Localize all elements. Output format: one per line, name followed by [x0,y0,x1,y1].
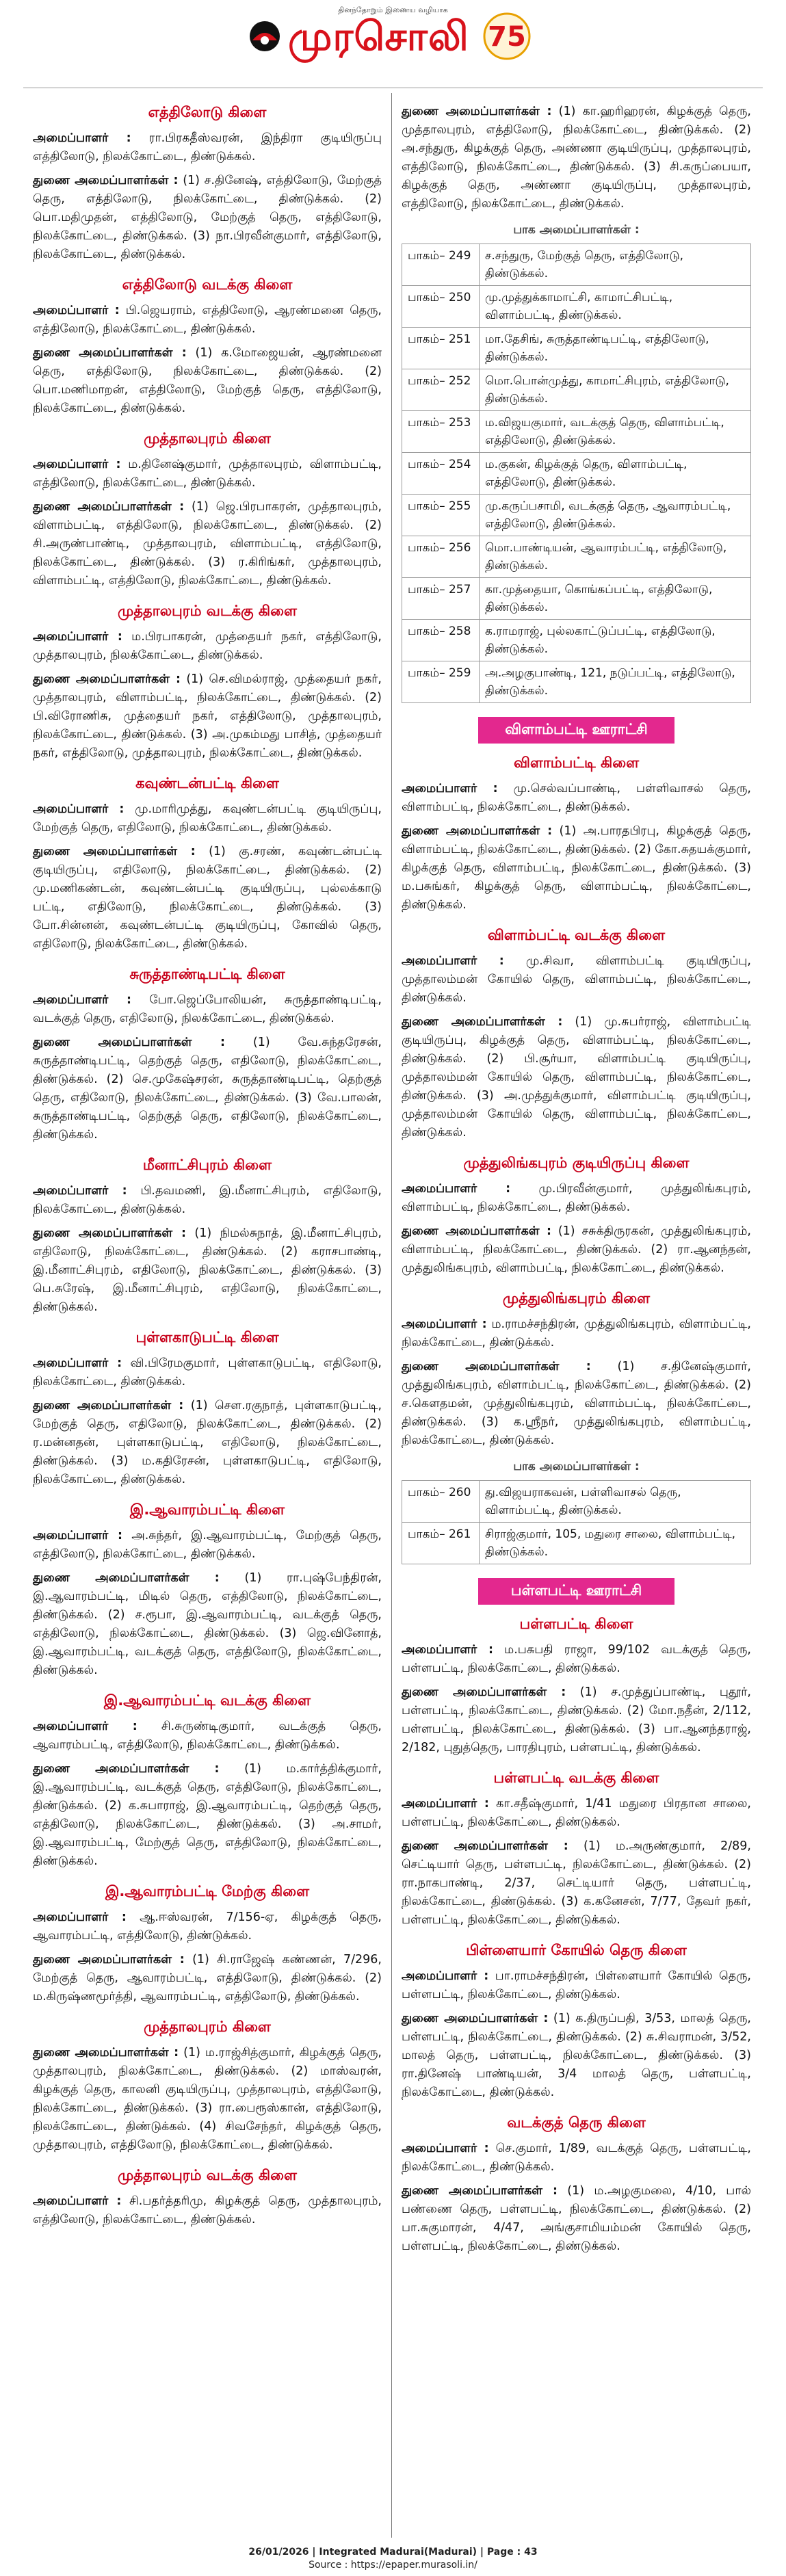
section-title: கவுண்டன்பட்டி கிளை [135,775,279,791]
part-organizer: ம.குகன், கிழக்குத் தெரு, விளாம்பட்டி, எத்திலோடு, திண்டுக்கல். [480,453,751,495]
role-label: துணை அமைப்பாளர்கள் : [33,1399,184,1412]
anniversary-75-badge [476,12,538,60]
parts-row [402,411,751,453]
member-paragraph [33,2044,382,2155]
member-paragraph [33,1397,382,1489]
section-title: முத்தாலபுரம் வடக்கு கிளை [118,603,297,619]
member-text: ம.தினேஷ்குமார், முத்தாலபுரம், விளாம்பட்டி, எத்திலோடு, நிலக்கோட்டை, திண்டுக்கல். [33,458,382,490]
role-label: துணை அமைப்பாளர்கள் : [33,346,187,360]
part-number: பாகம்– 256 [402,536,480,578]
role-label: அமைப்பாளர் : [402,1797,489,1811]
role-label: அமைப்பாளர் : [402,954,504,968]
role-label: துணை அமைப்பாளர்கள் : [33,500,185,514]
member-paragraph [33,172,382,264]
parts-heading: பாக அமைப்பாளர்கள் : [513,223,640,237]
section-title: வடக்குத் தெரு கிளை [507,2114,646,2131]
member-text: (1) ம.அருண்குமார், 2/89, செட்டியார் தெரு, பள்ளபட்டி, நிலக்கோட்டை, திண்டுக்கல். (2) ரா.நாகபாண்டி, 2/37, செட்டியார் தெரு, பள்ளபட்டி, நிலக்கோட்டை, திண்டுக்கல். (3) க.கனேசன், 7/77, தேவர் நகர், பள்ளபட்டி, நிலக்கோட்டை, திண்டுக்கல். [402,1839,751,1927]
member-text: (1) ம.ராஜ்சித்குமார், கிழக்குத் தெரு, முத்தாலபுரம், நிலக்கோட்டை, திண்டுக்கல். (2) மாஸ்வரன், கிழக்குத் தெரு, காலனி குடியிருப்பு, முத்தாலபுரம், எத்திலோடு, நிலக்கோட்டை, திண்டுக்கல். (3) ரா.பைரூஸ்கான், எத்திலோடு, நிலக்கோட்டை, திண்டுக்கல். (4) சிவசேந்தர், கிழக்குத் தெரு, முத்தாலபுரம், எத்திலோடு, நிலக்கோட்டை, திண்டுக்கல். [33,2046,382,2152]
section-title: முத்துலிங்கபுரம் கிளை [502,1290,651,1306]
part-number: பாகம்– 252 [402,369,480,411]
role-label: துணை அமைப்பாளர்கள் : [402,1224,551,1238]
member-text: (1) க.திருப்பதி, 3/53, மாலத் தெரு, பள்ளபட்டி, நிலக்கோட்டை, திண்டுக்கல். (2) சு.சிவராமன், 3/52, மாலத் தெரு, பள்ளபட்டி, நிலக்கோட்டை, திண்டுக்கல். (3) ரா.தினேஷ் பாண்டியன், 3/4 மாலத் தெரு, பள்ளபட்டி, நிலக்கோட்டை, திண்டுக்கல். [402,2012,751,2099]
member-text: (1) செ.விமல்ராஜ், முத்தையர் நகர், முத்தாலபுரம், விளாம்பட்டி, நிலக்கோட்டை, திண்டுக்கல். (2) பி.விரோணிசு, முத்தையர் நகர், எத்திலோடு, முத்தாலபுரம், நிலக்கோட்டை, திண்டுக்கல். (3) அ.முகம்மது பாசித், முத்தையர் நகர், எத்திலோடு, முத்தாலபுரம், நிலக்கோட்டை, திண்டுக்கல். [33,672,382,760]
parts-heading: பாக அமைப்பாளர்கள் : [513,1460,640,1473]
section-title: முத்தாலபுரம் கிளை [144,430,271,447]
member-text: (1) மு.சுபர்ராஜ், விளாம்பட்டி குடியிருப்பு, கிழக்குத் தெரு, விளாம்பட்டி, நிலக்கோட்டை, திண்டுக்கல். (2) பி.சூர்யா, விளாம்பட்டி குடியிருப்பு, முத்தாலம்மன் கோயில் தெரு, விளாம்பட்டி, நிலக்கோட்டை, திண்டுக்கல். (3) அ.முத்துக்குமார், விளாம்பட்டி குடியிருப்பு, முத்தாலம்மன் கோயில் தெரு, விளாம்பட்டி, நிலக்கோட்டை, திண்டுக்கல். [402,1015,752,1140]
role-label: துணை அமைப்பாளர்கள் : [402,105,552,118]
member-paragraph [402,780,751,817]
role-label: அமைப்பாளர் : [33,1529,122,1542]
pallapatti-panchayat-block [402,1578,751,2256]
part-number: பாகம்– 254 [402,453,480,495]
section-title: விளாம்பட்டி கிளை [513,754,640,771]
part-number: பாகம்– 257 [402,578,480,620]
masthead-tagline: தினந்தோறும் இணைய வழியாக [338,5,448,14]
part-number: பாகம்– 260 [402,1481,480,1523]
member-text: மு.சிவா, விளாம்பட்டி குடியிருப்பு, முத்தாலம்மன் கோயில் தெரு, விளாம்பட்டி, நிலக்கோட்டை, திண்டுக்கல். [402,954,751,1005]
member-text: ம.பிரபாகரன், முத்தையர் நகர், எத்திலோடு, முத்தாலபுரம், நிலக்கோட்டை, திண்டுக்கல். [33,630,382,662]
member-paragraph [402,1180,751,1217]
part-organizer: சிராஜ்குமார், 105, மதுரை சாலை, விளாம்பட்டி, திண்டுக்கல். [480,1523,751,1564]
member-paragraph [402,2010,751,2102]
section-title: சுருத்தாண்டிபட்டி கிளை [129,966,285,982]
member-text: மு.பிரவீன்குமார், முத்துலிங்கபுரம், விளாம்பட்டி, நிலக்கோட்டை, திண்டுக்கல். [402,1182,751,1214]
role-label: அமைப்பாளர் : [402,782,498,796]
member-text: (1) ச.தினேஷ், எத்திலோடு, மேற்குத் தெரு, எத்திலோடு, நிலக்கோட்டை, திண்டுக்கல். (2) பொ.மதிமுதன், எத்திலோடு, மேற்குத் தெரு, எத்திலோடு, நிலக்கோட்டை, திண்டுக்கல். (3) நா.பிரவீன்குமார், எத்திலோடு, நிலக்கோட்டை, திண்டுக்கல். [33,174,382,261]
role-label: துணை அமைப்பாளர்கள் : [33,2046,179,2060]
member-paragraph [33,628,382,665]
role-label: அமைப்பாளர் : [33,993,131,1007]
parts-row [402,369,751,411]
part-number: பாகம்– 258 [402,620,480,661]
member-paragraph [33,1034,382,1144]
section-title: இ.ஆவாரம்பட்டி வடக்கு கிளை [103,1692,311,1709]
member-paragraph [33,1951,382,2006]
section-title: எத்திலோடு கிளை [148,104,267,120]
role-label: அமைப்பாளர் : [402,1969,489,1983]
role-label: துணை அமைப்பாளர்கள் : [402,2012,549,2025]
role-label: துணை அமைப்பாளர்கள் : [33,1571,220,1585]
parts-row [402,328,751,369]
anniversary-number: 75 [488,21,526,53]
footer-source: Source : https://epaper.murasoli.in/ [309,2560,477,2571]
member-text: வி.பிரேமகுமார், புள்ளகாடுபட்டி, எதிலோடு, நிலக்கோட்டை, திண்டுக்கல். [33,1356,382,1389]
role-label: துணை அமைப்பாளர்கள் : [402,824,553,838]
member-text: (1) ச.முத்துப்பாண்டி, புதூர், பள்ளபட்டி, நிலக்கோட்டை, திண்டுக்கல். (2) மோ.நதீன், 2/112, பள்ளபட்டி, நிலக்கோட்டை, திண்டுக்கல். (3) பா.ஆனந்தராஜ், 2/182, புதுத்தெரு, பாரதிபுரம், பள்ளபட்டி, திண்டுக்கல். [402,1685,751,1754]
section-title: இ.ஆவாரம்பட்டி மேற்கு கிளை [105,1883,310,1900]
role-label: துணை அமைப்பாளர்கள் : [33,672,181,686]
member-text: ஆ.ஈஸ்வரன், 7/156-ஏ, கிழக்குத் தெரு, ஆவாரம்பட்டி, எத்திலோடு, திண்டுக்கல். [33,1910,382,1943]
member-paragraph [33,2192,382,2229]
section-title: எத்திலோடு வடக்கு கிளை [122,276,293,293]
member-paragraph [33,1718,382,1754]
parts-row [402,620,751,661]
member-text: ம.ராமச்சந்திரன், முத்துலிங்கபுரம், விளாம்பட்டி, நிலக்கோட்டை, திண்டுக்கல். [402,1317,751,1350]
role-label: அமைப்பாளர் : [33,802,125,816]
member-paragraph [402,952,751,1008]
member-text: (1) ச.தினேஷ்குமார், முத்துலிங்கபுரம், விளாம்பட்டி, நிலக்கோட்டை, திண்டுக்கல். (2) ச.கௌதமன், முத்துலிங்கபுரம், விளாம்பட்டி, நிலக்கோட்டை, திண்டுக்கல். (3) க.ஸ்ரீநர், முத்துலிங்கபுரம், விளாம்பட்டி, நிலக்கோட்டை, திண்டுக்கல். [402,1360,751,1447]
member-text: (1) ம.கார்த்திக்குமார், இ.ஆவாரம்பட்டி, வடக்குத் தெரு, எத்திலோடு, நிலக்கோட்டை, திண்டுக்கல். (2) க.சுபாராஜ், இ.ஆவாரம்பட்டி, தெற்குத் தெரு, எத்திலோடு, நிலக்கோட்டை, திண்டுக்கல். (3) அ.சாமர், இ.ஆவாரம்பட்டி, மேற்குத் தெரு, எத்திலோடு, நிலக்கோட்டை, திண்டுக்கல். [33,1762,382,1868]
panchayat-banner: விளாம்பட்டி ஊராட்சி [478,717,674,744]
section-title: மீனாட்சிபுரம் கிளை [142,1157,272,1173]
role-label: துணை அமைப்பாளர்கள் : [402,1839,568,1853]
role-label: துணை அமைப்பாளர்கள் : [402,1015,563,1029]
page-footer [0,2546,786,2572]
section-title: முத்தாலபுரம் வடக்கு கிளை [118,2167,297,2183]
part-organizer: ம.விஜயகுமார், வடக்குத் தெரு, விளாம்பட்டி, எத்திலோடு, திண்டுக்கல். [480,411,751,453]
member-text: (1) சசுக்திருரகன், முத்துலிங்கபுரம், விளாம்பட்டி, நிலக்கோட்டை, திண்டுக்கல். (2) ரா.ஆனந்தன், முத்துலிங்கபுரம், விளாம்பட்டி, நிலக்கோட்டை, திண்டுக்கல். [402,1224,751,1275]
section-title: பிள்ளையார் கோயில் தெரு கிளை [466,1942,687,1958]
section-title: முத்துலிங்கபுரம் குடியிருப்பு கிளை [463,1155,690,1171]
section-title: பள்ளபட்டி வடக்கு கிளை [493,1770,659,1786]
member-paragraph [33,1527,382,1564]
role-label: அமைப்பாளர் : [33,1910,127,1924]
member-text: சி.பதர்த்தரிமு, கிழக்குத் தெரு, முத்தாலபுரம், எத்திலோடு, நிலக்கோட்டை, திண்டுக்கல். [33,2194,382,2226]
part-number: பாகம்– 250 [402,286,480,328]
role-label: துணை அமைப்பாளர்கள் : [33,1036,225,1049]
member-text: (1) வே.சுந்தரேசன், சுருத்தாண்டிபட்டி, தெற்குத் தெரு, எதிலோடு, நிலக்கோட்டை, திண்டுக்கல். (2) செ.முகேஷ்சரன், சுருத்தாண்டிபட்டி, தெற்குத் தெரு, எதிலோடு, நிலக்கோட்டை, திண்டுக்கல். (3) வே.பாலன், சுருத்தாண்டிபட்டி, தெற்குத் தெரு, எதிலோடு, நிலக்கோட்டை, திண்டுக்கல். [33,1036,382,1142]
part-number: பாகம்– 249 [402,244,480,286]
part-number: பாகம்– 261 [402,1523,480,1564]
member-text: மு.மாரிமுத்து, கவுண்டன்பட்டி குடியிருப்பு, மேற்குத் தெரு, எதிலோடு, நிலக்கோட்டை, திண்டுக்கல். [33,802,382,834]
member-paragraph [402,1683,751,1757]
role-label: அமைப்பாளர் : [402,2142,489,2155]
member-text: பி.ஜெயராம், எத்திலோடு, ஆரண்மனை தெரு, எத்திலோடு, நிலக்கோட்டை, திண்டுக்கல். [33,304,382,336]
footer-edition-info: 26/01/2026 | Integrated Madurai(Madurai) | Page : 43 [248,2547,538,2558]
role-label: அமைப்பாளர் : [33,304,120,317]
member-text: பா.ராமச்சந்திரன், பிள்ளையார் கோயில் தெரு, பள்ளபட்டி, நிலக்கோட்டை, திண்டுக்கல். [402,1969,751,2001]
section-title: பள்ளபட்டி கிளை [519,1616,633,1632]
member-paragraph [402,1795,751,1832]
member-paragraph [402,1013,751,1142]
member-paragraph [33,1908,382,1945]
member-paragraph [33,1354,382,1391]
parts-table [402,244,751,703]
member-paragraph [33,1224,382,1317]
role-label: அமைப்பாளர் : [402,1182,511,1196]
role-label: அமைப்பாளர் : [33,1356,122,1370]
parts-row [402,1523,751,1564]
role-label: துணை அமைப்பாளர்கள் : [33,845,196,858]
member-paragraph [402,1967,751,2004]
newspaper-title: முரசொலி [288,13,469,60]
role-label: துணை அமைப்பாளர்கள் : [402,1685,566,1699]
member-paragraph [33,344,382,418]
role-label: துணை அமைப்பாளர்கள் : [33,1226,187,1240]
section-title: இ.ஆவாரம்பட்டி கிளை [129,1501,285,1518]
member-text: (1) ஜெ.பிரபாகரன், முத்தாலபுரம், விளாம்பட்டி, எத்திலோடு, நிலக்கோட்டை, திண்டுக்கல். (2) சி.அருண்பாண்டி, முத்தாலபுரம், விளாம்பட்டி, எத்திலோடு, நிலக்கோட்டை, திண்டுக்கல். (3) ர.கிரிங்கர், முத்தாலபுரம், விளாம்பட்டி, எத்திலோடு, நிலக்கோட்டை, திண்டுக்கல். [33,500,382,588]
member-paragraph [33,1569,382,1680]
member-text: போ.ஜெப்போலியன், சுருத்தாண்டிபட்டி, வடக்குத் தெரு, எதிலோடு, நிலக்கோட்டை, திண்டுக்கல். [33,993,382,1025]
parts-row [402,578,751,620]
right-column [392,93,761,2538]
part-organizer: கா.முத்தையா, கொங்கப்பட்டி, எத்திலோடு, திண்டுக்கல். [480,578,751,620]
role-label: அமைப்பாளர் : [33,630,122,644]
role-label: துணை அமைப்பாளர்கள் : [33,174,179,187]
member-text: செ.குமார், 1/89, வடக்குத் தெரு, பள்ளபட்டி, நிலக்கோட்டை, திண்டுக்கல். [402,2142,751,2174]
part-organizer: மொ.பொன்முத்து, காமாட்சிபுரம், எத்திலோடு, திண்டுக்கல். [480,369,751,411]
parts-row [402,661,751,703]
role-label: துணை அமைப்பாளர்கள் : [402,2184,558,2198]
member-paragraph [402,103,751,213]
member-text: ரா.பிரகதீஸ்வரன், இந்திரா குடியிருப்பு எத்திலோடு, நிலக்கோட்டை, திண்டுக்கல். [33,131,382,163]
member-paragraph [33,456,382,492]
member-text: (1) க.மோஜையன், ஆரண்மனை தெரு, எத்திலோடு, நிலக்கோட்டை, திண்டுக்கல். (2) பொ.மணிமாறன், எத்திலோடு, மேற்குத் தெரு, எத்திலோடு, நிலக்கோட்டை, திண்டுக்கல். [33,346,382,415]
right-top-block [402,103,751,703]
member-text: கா.சதீஷ்குமார், 1/41 மதுரை பிரதான சாலை, பள்ளபட்டி, நிலக்கோட்டை, திண்டுக்கல். [402,1797,751,1829]
parts-row [402,495,751,536]
member-text: (1) நிமல்சுநாத், இ.மீனாட்சிபுரம், எதிலோடு, நிலக்கோட்டை, திண்டுக்கல். (2) கராசபாண்டி, இ.மீனாட்சிபுரம், எதிலோடு, நிலக்கோட்டை, திண்டுக்கல். (3) பெ.சுரேஷ், இ.மீனாட்சிபுரம், எதிலோடு, நிலக்கோட்டை, திண்டுக்கல். [33,1226,382,1314]
part-number: பாகம்– 253 [402,411,480,453]
member-text: (1) ரா.புஷ்பேந்திரன், இ.ஆவாரம்பட்டி, மிடில் தெரு, எத்திலோடு, நிலக்கோட்டை, திண்டுக்கல். (2) ச.ரூபா, இ.ஆவாரம்பட்டி, வடக்குத் தெரு, எத்திலோடு, நிலக்கோட்டை, திண்டுக்கல். (3) ஜெ.வினோத், இ.ஆவாரம்பட்டி, வடக்குத் தெரு, எத்திலோடு, நிலக்கோட்டை, திண்டுக்கல். [33,1571,382,1677]
parts-row [402,244,751,286]
part-number: பாகம்– 255 [402,495,480,536]
member-paragraph [402,1358,751,1450]
member-text: (1) சி.ராஜேஷ் கண்ணன், 7/296, மேற்குத் தெரு, ஆவாரம்பட்டி, எத்திலோடு, திண்டுக்கல். (2) ம.கிருஷ்ணமூர்த்தி, ஆவாரம்பட்டி, எத்திலோடு, திண்டுக்கல். [33,1953,382,2003]
role-label: அமைப்பாளர் : [33,458,121,471]
parts-table [402,1480,751,1564]
part-organizer: மொ.பாண்டியன், ஆவாரம்பட்டி, எத்திலோடு, திண்டுக்கல். [480,536,751,578]
section-title: முத்தாலபுரம் கிளை [144,2019,271,2035]
part-number: பாகம்– 251 [402,328,480,369]
part-organizer: க.ராமராஜ், புல்லகாட்டுப்பட்டி, எத்திலோடு, திண்டுக்கல். [480,620,751,661]
part-organizer: அ.அழகுபாண்டி, 121, நடுப்பட்டி, எத்திலோடு, திண்டுக்கல். [480,661,751,703]
parts-row [402,453,751,495]
rising-sun-emblem-icon [248,20,281,53]
member-paragraph [33,498,382,590]
member-text: சி.சுருண்டிகுமார், வடக்குத் தெரு, ஆவாரம்பட்டி, எத்திலோடு, நிலக்கோட்டை, திண்டுக்கல். [33,1720,382,1752]
member-paragraph [402,1641,751,1678]
part-organizer: மு.கருப்பசாமி, வடக்குத் தெரு, ஆவாரம்பட்டி, எத்திலோடு, திண்டுக்கல். [480,495,751,536]
role-label: துணை அமைப்பாளர்கள் : [33,1762,220,1776]
member-paragraph [402,2182,751,2256]
member-paragraph [33,1182,382,1219]
member-paragraph [33,129,382,166]
role-label: அமைப்பாளர் : [402,1317,487,1331]
part-organizer: து.விஜயராகவன், பள்ளிவாசல் தெரு, விளாம்பட்டி, திண்டுக்கல். [480,1481,751,1523]
part-organizer: மு.முத்துக்காமாட்சி, காமாட்சிபட்டி, விளாம்பட்டி, திண்டுக்கல். [480,286,751,328]
role-label: அமைப்பாளர் : [33,2194,122,2208]
member-paragraph [402,822,751,915]
part-number: பாகம்– 259 [402,661,480,703]
member-text: மு.செல்வப்பாண்டி, பள்ளிவாசல் தெரு, விளாம்பட்டி, நிலக்கோட்டை, திண்டுக்கல். [402,782,751,814]
role-label: துணை அமைப்பாளர்கள் : [402,1360,591,1374]
member-paragraph [402,1837,751,1930]
parts-row [402,536,751,578]
member-paragraph [33,991,382,1028]
vilampatti-panchayat-block [402,717,751,1564]
member-text: பி.தவமணி, இ.மீனாட்சிபுரம், எதிலோடு, நிலக்கோட்டை, திண்டுக்கல். [33,1184,382,1216]
article-body [23,93,761,2538]
parts-row [402,1481,751,1523]
parts-row [402,286,751,328]
role-label: அமைப்பாளர் : [33,131,131,145]
member-paragraph [402,1315,751,1352]
member-text: (1) அ.பாரதபிரபு, கிழக்குத் தெரு, விளாம்பட்டி, நிலக்கோட்டை, திண்டுக்கல். (2) கோ.சுதயக்குமார், கிழக்குத் தெரு, விளாம்பட்டி, நிலக்கோட்டை, திண்டுக்கல். (3) ம.பசுங்கர், கிழக்குத் தெரு, விளாம்பட்டி, நிலக்கோட்டை, திண்டுக்கல். [402,824,751,912]
member-text: (1) கா.ஹரிஹரன், கிழக்குத் தெரு, முத்தாலபுரம், எத்திலோடு, நிலக்கோட்டை, திண்டுக்கல். (2) அ.சந்துரு, கிழக்குத் தெரு, அண்ணா குடியிருப்பு, முத்தாலபுரம், எத்திலோடு, நிலக்கோட்டை, திண்டுக்கல். (3) சி.கருப்பையா, கிழக்குத் தெரு, அண்ணா குடியிருப்பு, முத்தாலபுரம், எத்திலோடு, நிலக்கோட்டை, திண்டுக்கல். [402,105,751,211]
member-paragraph [33,302,382,339]
member-paragraph [33,800,382,837]
section-title: புள்ளகாடுபட்டி கிளை [135,1329,279,1345]
member-paragraph [33,843,382,954]
member-paragraph [33,1760,382,1871]
member-paragraph [402,1222,751,1278]
role-label: துணை அமைப்பாளர்கள் : [33,1953,185,1967]
member-text: (1) சௌ.ரகுநாத், புள்ளகாடுபட்டி, மேற்குத் தெரு, எதிலோடு, நிலக்கோட்டை, திண்டுக்கல். (2) ர.மன்னதன், புள்ளகாடுபட்டி, எதிலோடு, நிலக்கோட்டை, திண்டுக்கல். (3) ம.கதிரேசன், புள்ளகாடுபட்டி, எதிலோடு, நிலக்கோட்டை, திண்டுக்கல். [33,1399,382,1486]
member-paragraph [402,2140,751,2177]
panchayat-banner: பள்ளபட்டி ஊராட்சி [478,1578,674,1605]
logo [248,12,538,60]
role-label: அமைப்பாளர் : [402,1643,493,1657]
role-label: அமைப்பாளர் : [33,1184,127,1198]
masthead [0,0,786,66]
member-text: (1) ம.அழகுமலை, 4/10, பால் பண்ணை தெரு, பள்ளபட்டி, நிலக்கோட்டை, திண்டுக்கல். (2) பா.சுகுமாரன், 4/47, அங்குசாமியம்மன் கோயில் தெரு, பள்ளபட்டி, நிலக்கோட்டை, திண்டுக்கல். [402,2184,751,2253]
member-text: அ.சுந்தர், இ.ஆவாரம்பட்டி, மேற்குத் தெரு, எத்திலோடு, நிலக்கோட்டை, திண்டுக்கல். [33,1529,382,1561]
member-text: (1) கு.சரண், கவுண்டன்பட்டி குடியிருப்பு, எதிலோடு, நிலக்கோட்டை, திண்டுக்கல். (2) மு.மணிகண்டன், கவுண்டன்பட்டி குடியிருப்பு, புல்லக்காடு பட்டி, எதிலோடு, நிலக்கோட்டை, திண்டுக்கல். (3) போ.சின்னன், கவுண்டன்பட்டி குடியிருப்பு, கோவில் தெரு, எதிலோடு, நிலக்கோட்டை, திண்டுக்கல். [33,845,382,951]
left-column [23,93,392,2538]
member-paragraph [33,670,382,763]
part-organizer: ச.சந்துரு, மேற்குத் தெரு, எத்திலோடு, திண்டுக்கல். [480,244,751,286]
section-title: விளாம்பட்டி வடக்கு கிளை [487,927,666,943]
member-text: ம.பசுபதி ராஜா, 99/102 வடக்குத் தெரு, பள்ளபட்டி, நிலக்கோட்டை, திண்டுக்கல். [402,1643,751,1675]
role-label: அமைப்பாளர் : [33,1720,137,1733]
part-organizer: மா.தேசிங், சுருத்தாண்டிபட்டி, எத்திலோடு, திண்டுக்கல். [480,328,751,369]
